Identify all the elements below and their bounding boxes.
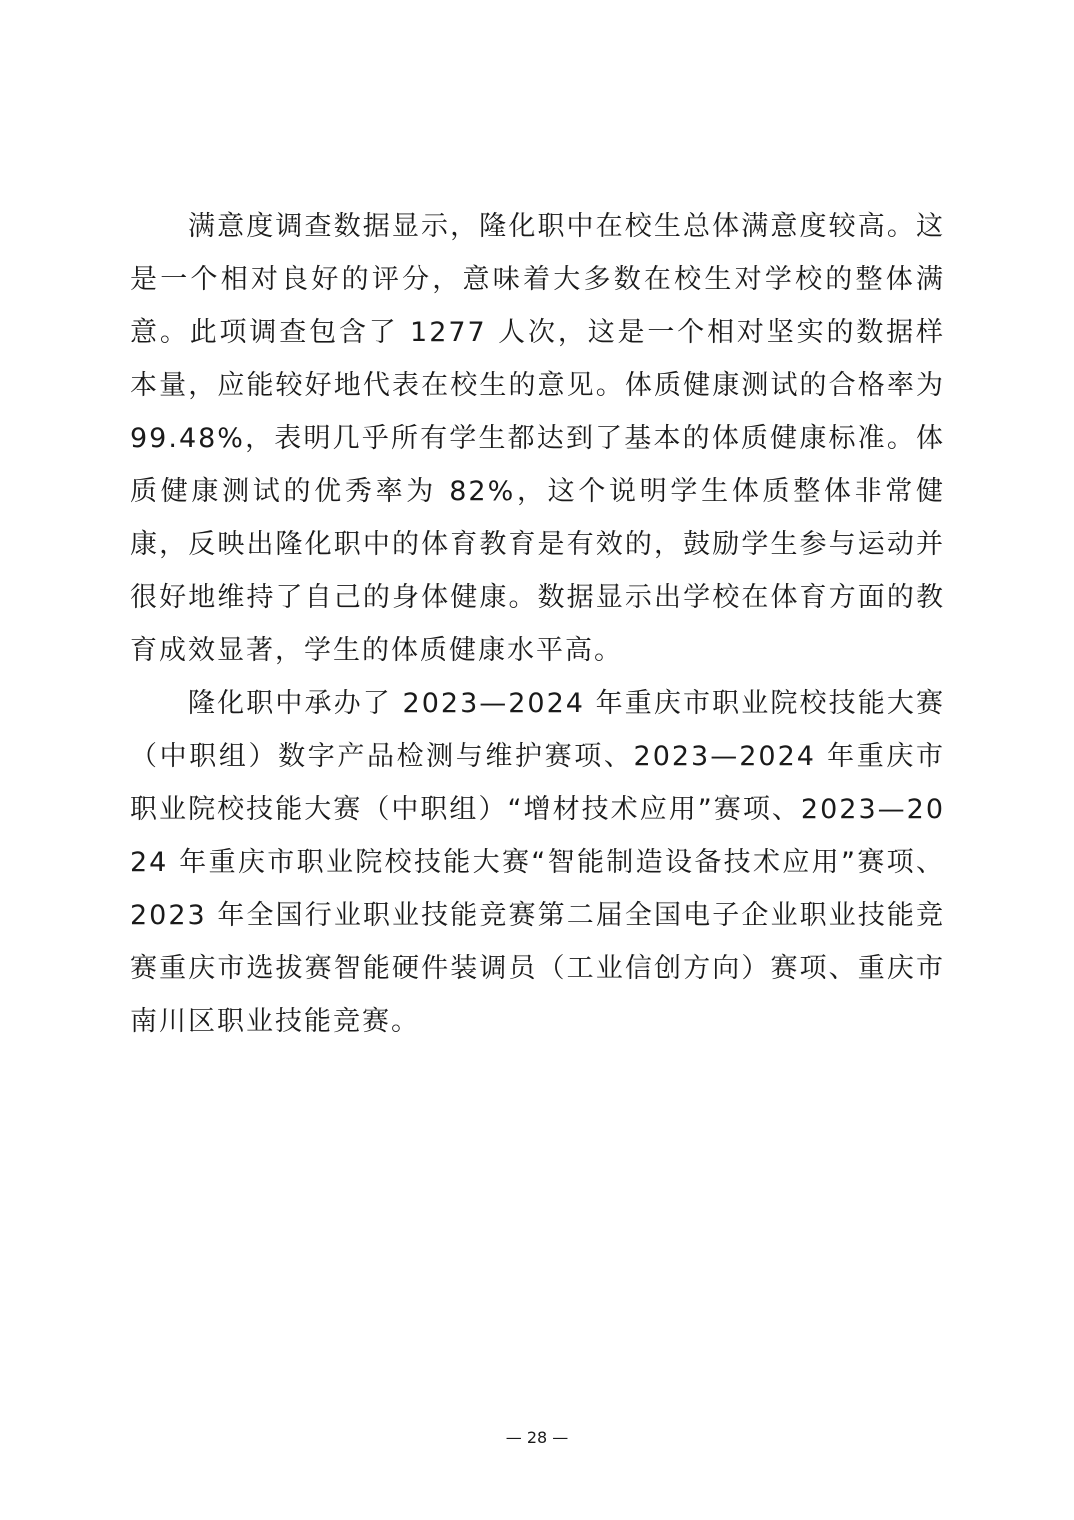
- document-body: [130, 200, 945, 1048]
- page-number: — 28 —: [505, 1428, 569, 1447]
- paragraph-skills-competitions: 隆化职中承办了 2023—2024 年重庆市职业院校技能大赛（中职组）数字产品检测与维护赛项、2023—2024 年重庆市职业院校技能大赛（中职组）“增材技术应用”赛项、2023—2024 年重庆市职业院校技能大赛“智能制造设备技术应用”赛项、2023 年全国行业职业技能竞赛第二届全国电子企业职业技能竞赛重庆市选拔赛智能硬件装调员（工业信创方向）赛项、重庆市南川区职业技能竞赛。: [130, 688, 945, 1037]
- paragraph-satisfaction-survey: 满意度调查数据显示，隆化职中在校生总体满意度较高。这是一个相对良好的评分，意味着大多数在校生对学校的整体满意。此项调查包含了 1277 人次，这是一个相对坚实的数据样本量，应能较好地代表在校生的意见。体质健康测试的合格率为 99.48%，表明几乎所有学生都达到了基本的体质健康标准。体质健康测试的优秀率为 82%，这个说明学生体质整体非常健康，反映出隆化职中的体育教育是有效的，鼓励学生参与运动并很好地维持了自己的身体健康。数据显示出学校在体育方面的教育成效显著，学生的体质健康水平高。: [130, 211, 945, 666]
